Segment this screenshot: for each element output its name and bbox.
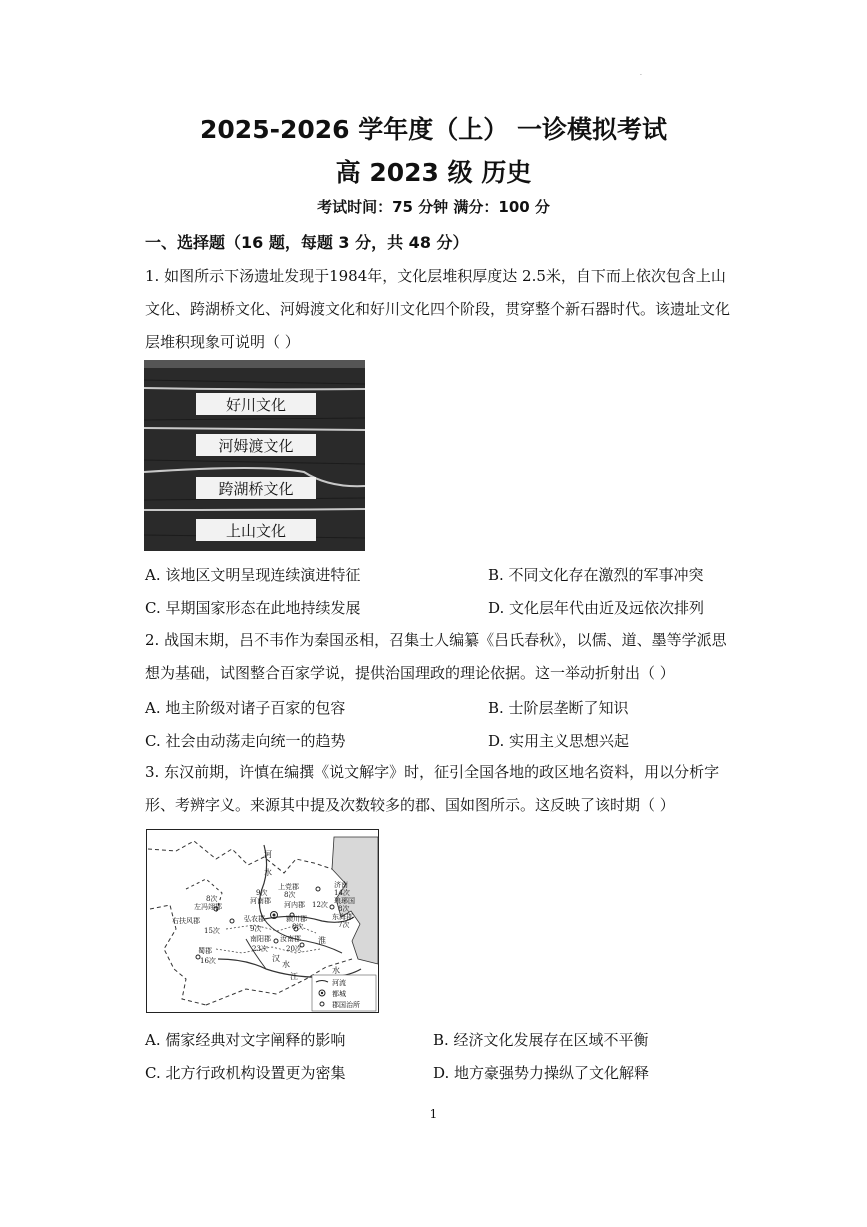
question-2-option-c[interactable]: C. 社会由动荡走向统一的趋势 [145, 732, 346, 750]
map-label: 14次 [334, 889, 350, 897]
scan-mark: · [640, 72, 642, 79]
layer-label: 上山文化 [225, 522, 287, 540]
question-3-option-a[interactable]: A. 儒家经典对文字阐释的影响 [145, 1031, 346, 1049]
map-label: 淮 [318, 936, 326, 945]
exam-info: 考试时间：75 分钟 满分：100 分 [317, 198, 550, 216]
layer-label: 跨湖桥文化 [218, 480, 294, 498]
han-map [146, 829, 379, 1013]
map-label: 8次 [292, 923, 304, 931]
question-1-stem: 1. 如图所示下汤遗址发现于1984年，文化层堆积厚度达 2.5米，自下而上依次包含上山文化、跨湖桥文化、河姆渡文化和好川文化四个阶段，贯穿整个新石器时代。该遗址文化层堆积现象可说明（ ） [145, 267, 731, 351]
question-3-map [146, 829, 379, 1013]
map-label: 16次 [200, 957, 216, 965]
layer-label: 河姆渡文化 [218, 437, 294, 455]
question-3-stem: 3. 东汉前期，许慎在编撰《说文解字》时，征引全国各地的政区地名资料，用以分析字形、考辨字义。来源其中提及次数较多的郡、国如图所示。这反映了该时期（ ） [145, 763, 720, 814]
question-3-option-d[interactable]: D. 地方豪强势力操纵了文化解释 [433, 1064, 650, 1082]
map-label: 23次 [252, 945, 268, 953]
question-2-stem: 2. 战国末期，吕不韦作为秦国丞相，召集士人编纂《吕氏春秋》，以儒、道、墨等学派思想为基础，试图整合百家学说，提供治国理政的理论依据。这一举动折射出（ ） [145, 631, 727, 682]
question-3-option-c[interactable]: C. 北方行政机构设置更为密集 [145, 1064, 346, 1082]
map-label: 7次 [338, 921, 350, 929]
exam-title: 2025-2026 学年度（上） 一诊模拟考试 [200, 115, 667, 144]
question-2-option-a[interactable]: A. 地主阶级对诸子百家的包容 [145, 699, 346, 717]
question-1-option-b[interactable]: B. 不同文化存在激烈的军事冲突 [488, 566, 704, 584]
map-label: 水 [282, 960, 290, 969]
map-label: 15次 [204, 927, 220, 935]
map-label: 江 [290, 972, 298, 981]
map-label: 东海郡 [332, 913, 353, 921]
exam-subtitle: 高 2023 级 历史 [335, 158, 532, 187]
stratigraphy-photo [144, 360, 365, 551]
map-label: 9次 [250, 925, 262, 933]
map-label: 河内郡 [284, 901, 305, 909]
map-label: 8次 [338, 905, 350, 913]
layer-label: 好川文化 [225, 396, 287, 414]
map-label: 琅琊国 [334, 897, 355, 905]
question-1-figure [144, 360, 365, 551]
legend-label: 河流 [332, 979, 346, 987]
question-2-option-d[interactable]: D. 实用主义思想兴起 [488, 732, 630, 750]
map-label: 上党郡 [278, 883, 299, 891]
map-label: 颍川郡 [286, 915, 307, 923]
map-label: 汉 [272, 954, 280, 963]
map-label: 蜀郡 [198, 947, 212, 955]
map-label: 河南郡 [250, 897, 271, 905]
map-label: 12次 [312, 901, 328, 909]
legend-label: 都城 [332, 990, 346, 998]
map-legend [312, 975, 376, 1011]
map-label: 水 [264, 868, 272, 877]
legend-label: 郡国治所 [332, 1001, 360, 1009]
map-label: 20次 [286, 945, 302, 953]
map-label: 济南 [334, 881, 348, 889]
map-label: 河 [264, 850, 272, 859]
question-2-option-b[interactable]: B. 士阶层垄断了知识 [488, 699, 629, 717]
question-3-option-b[interactable]: B. 经济文化发展存在区域不平衡 [433, 1031, 649, 1049]
map-label: 9次 [256, 889, 268, 897]
map-label: 弘农郡 [244, 915, 265, 923]
map-label: 南阳郡 [250, 935, 271, 943]
map-label: 右扶风郡 [172, 917, 200, 925]
page-number: 1 [429, 1107, 438, 1121]
question-1-option-c[interactable]: C. 早期国家形态在此地持续发展 [145, 599, 361, 617]
map-label: 左冯翊郡 [194, 903, 222, 911]
question-1-option-a[interactable]: A. 该地区文明呈现连续演进特征 [145, 566, 361, 584]
map-label: 8次 [206, 895, 218, 903]
question-1-option-d[interactable]: D. 文化层年代由近及远依次排列 [488, 599, 705, 617]
section-heading: 一、选择题（16 题，每题 3 分，共 48 分） [145, 233, 469, 252]
map-label: 水 [332, 966, 340, 975]
map-label: 8次 [284, 891, 296, 899]
map-label: 汝南郡 [280, 935, 301, 943]
